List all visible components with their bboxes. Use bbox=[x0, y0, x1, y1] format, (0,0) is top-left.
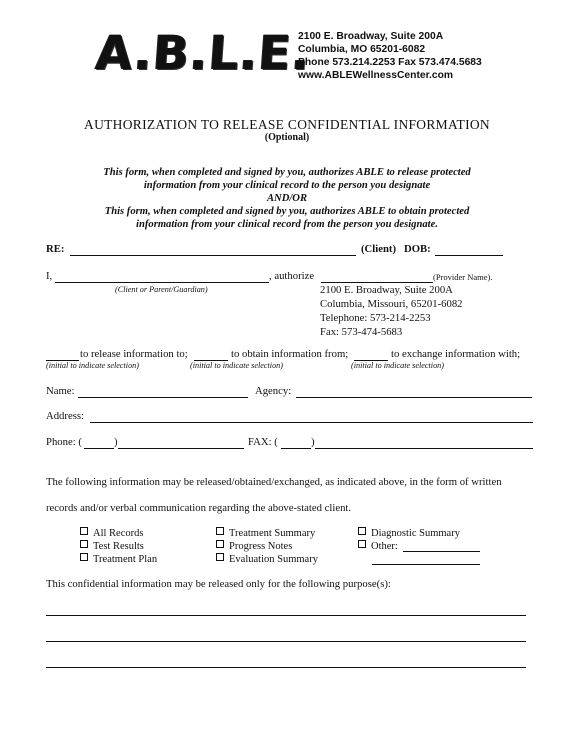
checkbox-test-results[interactable] bbox=[80, 540, 144, 552]
agency-field[interactable] bbox=[296, 397, 532, 398]
provider-address-line: Fax: 573-474-5683 bbox=[320, 326, 403, 338]
name-label: Name: bbox=[46, 385, 75, 397]
checkbox-label: Test Results bbox=[93, 541, 144, 552]
provider-name-label: (Provider Name). bbox=[433, 272, 493, 282]
provider-address-line: Columbia, Missouri, 65201-6082 bbox=[320, 298, 463, 310]
website-link[interactable]: www.ABLEWellnessCenter.com bbox=[298, 70, 454, 81]
intro-line: information from your clinical record from the person you designate. bbox=[136, 219, 438, 230]
initial-hint: (initial to indicate selection) bbox=[190, 361, 283, 370]
address-line: 2100 E. Broadway, Suite 200A bbox=[298, 31, 444, 42]
other-field-line2[interactable] bbox=[372, 564, 480, 565]
client-name-field[interactable] bbox=[55, 282, 269, 283]
info-text-line: records and/or verbal communication regarding the above-stated client. bbox=[46, 502, 352, 514]
purpose-line[interactable] bbox=[46, 615, 526, 616]
checkbox-label: All Records bbox=[93, 528, 144, 539]
checkbox-label: Progress Notes bbox=[229, 541, 293, 552]
checkbox-label: Treatment Plan bbox=[93, 554, 158, 565]
purpose-line[interactable] bbox=[46, 641, 526, 642]
phone-area-code-field[interactable] bbox=[84, 448, 114, 449]
address-label: Address: bbox=[46, 410, 84, 422]
checkbox-progress-notes[interactable] bbox=[216, 540, 292, 552]
authorize-label: , authorize bbox=[269, 270, 315, 282]
client-label: (Client) bbox=[361, 243, 397, 255]
checkbox-diagnostic-summary[interactable] bbox=[358, 527, 460, 539]
checkbox-treatment-summary[interactable] bbox=[216, 527, 315, 539]
checkbox-icon bbox=[80, 553, 88, 561]
info-text-line: The following information may be released/obtained/exchanged, as indicated above, in the form of written bbox=[46, 476, 502, 488]
checkbox-label: Diagnostic Summary bbox=[371, 528, 460, 539]
checkbox-all-records[interactable] bbox=[80, 527, 143, 539]
fax-paren: ) bbox=[311, 436, 315, 448]
obtain-from-label: to obtain information from; bbox=[231, 348, 349, 360]
intro-text bbox=[40, 166, 534, 231]
purpose-line[interactable] bbox=[46, 667, 526, 668]
fax-label: FAX: ( bbox=[248, 436, 278, 448]
i-label: I, bbox=[46, 270, 53, 282]
checkbox-other[interactable] bbox=[358, 540, 398, 552]
agency-label: Agency: bbox=[255, 385, 292, 397]
intro-line: This form, when completed and signed by you, authorizes ABLE to obtain protected bbox=[104, 206, 470, 217]
provider-address-line: Telephone: 573-214-2253 bbox=[320, 312, 431, 324]
checkbox-icon bbox=[358, 540, 366, 548]
provider-address-line: 2100 E. Broadway, Suite 200A bbox=[320, 284, 453, 296]
able-logo: A.B.L.E. bbox=[94, 26, 313, 81]
dob-field[interactable] bbox=[435, 255, 503, 256]
other-field[interactable] bbox=[403, 551, 480, 552]
checkbox-label: Treatment Summary bbox=[229, 528, 316, 539]
initial-hint: (initial to indicate selection) bbox=[351, 361, 444, 370]
form-title: AUTHORIZATION TO RELEASE CONFIDENTIAL INFORMATION bbox=[84, 117, 490, 132]
checkbox-icon bbox=[358, 527, 366, 535]
client-guardian-hint: (Client or Parent/Guardian) bbox=[115, 285, 208, 294]
intro-andor: AND/OR bbox=[266, 193, 308, 204]
address-line: Phone 573.214.2253 Fax 573.474.5683 bbox=[298, 57, 482, 68]
re-field[interactable] bbox=[70, 255, 356, 256]
release-to-label: to release information to; bbox=[80, 348, 188, 360]
checkbox-icon bbox=[216, 540, 224, 548]
phone-paren: ) bbox=[114, 436, 118, 448]
checkbox-icon bbox=[80, 527, 88, 535]
intro-line: information from your clinical record to the person you designate bbox=[143, 180, 431, 191]
intro-line: This form, when completed and signed by you, authorizes ABLE to release protected bbox=[103, 167, 471, 178]
dob-label: DOB: bbox=[404, 243, 431, 255]
fax-area-code-field[interactable] bbox=[281, 448, 311, 449]
fax-field[interactable] bbox=[315, 448, 533, 449]
address-line: Columbia, MO 65201-6082 bbox=[298, 44, 426, 55]
checkbox-icon bbox=[216, 553, 224, 561]
checkbox-icon bbox=[216, 527, 224, 535]
checkbox-treatment-plan[interactable] bbox=[80, 553, 157, 565]
checkbox-icon bbox=[80, 540, 88, 548]
provider-address bbox=[320, 283, 463, 339]
exchange-with-label: to exchange information with; bbox=[391, 348, 521, 360]
phone-field[interactable] bbox=[118, 448, 244, 449]
purpose-label: This confidential information may be released only for the following purpose(s): bbox=[46, 578, 391, 590]
phone-label: Phone: ( bbox=[46, 436, 82, 448]
checkbox-evaluation-summary[interactable] bbox=[216, 553, 318, 565]
header-address bbox=[298, 30, 482, 82]
name-field[interactable] bbox=[78, 397, 248, 398]
checkbox-label: Other: bbox=[371, 541, 398, 552]
initial-hint: (initial to indicate selection) bbox=[46, 361, 139, 370]
checkbox-label: Evaluation Summary bbox=[229, 554, 318, 565]
form-subtitle: (Optional) bbox=[264, 132, 310, 143]
re-label: RE: bbox=[46, 243, 65, 255]
address-field[interactable] bbox=[90, 422, 533, 423]
